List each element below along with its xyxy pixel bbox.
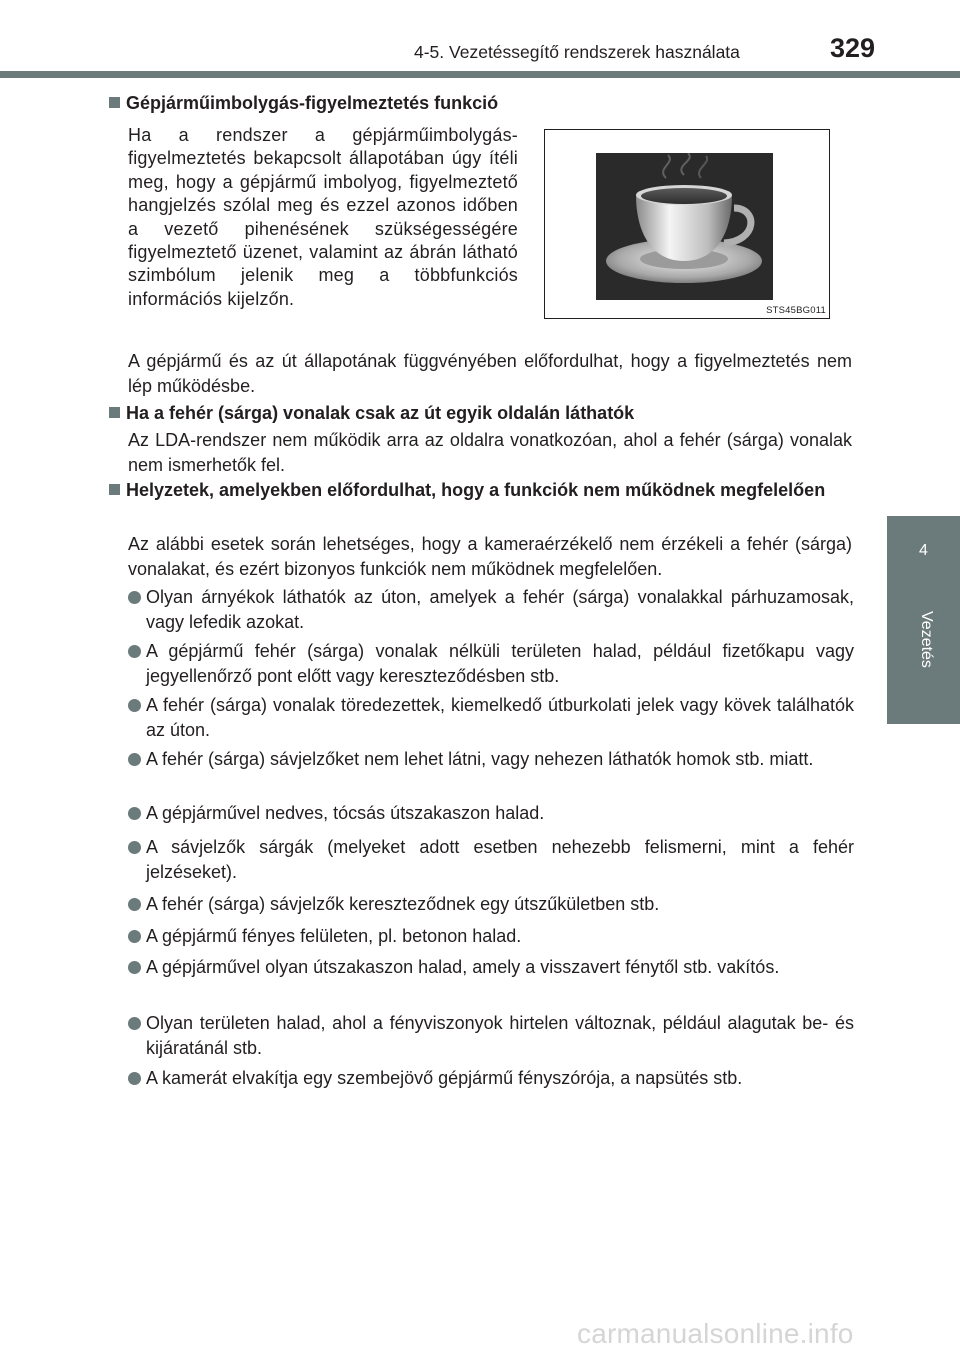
list-item-text: A fehér (sárga) sávjelzők kereszteződnek egy útszűkületben stb. <box>146 894 660 914</box>
square-bullet-icon <box>109 97 120 108</box>
page-number: 329 <box>830 33 876 63</box>
list-item <box>128 892 854 917</box>
list-item <box>128 1066 854 1091</box>
list-item-text: A gépjárművel olyan útszakaszon halad, amely a visszavert fénytől stb. vakítós. <box>146 957 780 977</box>
list-item <box>128 1011 854 1061</box>
bullet-dot-icon <box>128 645 141 658</box>
chapter-label: Vezetés <box>918 611 935 668</box>
list-item <box>128 639 854 689</box>
section-heading <box>109 401 634 426</box>
page-header-title: 4-5. Vezetéssegítő rendszerek használata <box>414 42 740 62</box>
bullet-dot-icon <box>128 898 141 911</box>
section-heading <box>109 478 854 503</box>
bullet-dot-icon <box>128 961 141 974</box>
coffee-cup-icon <box>596 153 773 300</box>
list-item-text: A gépjárművel nedves, tócsás útszakaszon halad. <box>146 803 545 823</box>
figure-display <box>596 153 773 300</box>
list-item <box>128 693 854 743</box>
bullet-dot-icon <box>128 699 141 712</box>
list-item-text: Olyan területen halad, ahol a fényviszonyok hirtelen változnak, például alagutak be- és kijáratánál stb. <box>146 1013 854 1058</box>
bullet-dot-icon <box>128 841 141 854</box>
list-item-text: A kamerát elvakítja egy szembejövő gépjármű fényszórója, a napsütés stb. <box>146 1068 743 1088</box>
chapter-number: 4 <box>919 542 928 559</box>
bullet-dot-icon <box>128 1017 141 1030</box>
list-item <box>128 801 854 826</box>
square-bullet-icon <box>109 484 120 495</box>
header-rule <box>0 71 960 78</box>
section-heading-text: Helyzetek, amelyekben előfordulhat, hogy a funkciók nem működnek megfelelően <box>126 480 826 500</box>
list-item-text: A gépjármű fehér (sárga) vonalak nélküli területen halad, például fizetőkapu vagy jegyellenőrző pont előtt vagy kereszteződésben stb. <box>146 641 854 686</box>
body-paragraph: A gépjármű és az út állapotának függvényében előfordulhat, hogy a figyelmeztetés nem lép működésbe. <box>128 351 852 396</box>
section-heading-text: Gépjárműimbolygás-figyelmeztetés funkció <box>126 93 499 113</box>
bullet-dot-icon <box>128 591 141 604</box>
bullet-dot-icon <box>128 807 141 820</box>
square-bullet-icon <box>109 407 120 418</box>
figure-code: STS45BG011 <box>766 305 826 316</box>
list-item-text: Olyan árnyékok láthatók az úton, amelyek a fehér (sárga) vonalakkal párhuzamosak, vagy lefedik azokat. <box>146 587 854 632</box>
watermark: carmanualsonline.info <box>577 1318 854 1349</box>
bullet-dot-icon <box>128 753 141 766</box>
list-item <box>128 924 854 949</box>
section-heading-text: Ha a fehér (sárga) vonalak csak az út egyik oldalán láthatók <box>126 403 635 423</box>
body-paragraph: Az alábbi esetek során lehetséges, hogy a kameraérzékelő nem érzékeli a fehér (sárga) vonalakat, és ezért bizonyos funkciók nem működnek megfelelően. <box>128 534 852 579</box>
list-item-text: A fehér (sárga) vonalak töredezettek, kiemelkedő útburkolati jelek vagy kövek találhatók az úton. <box>146 695 854 740</box>
body-paragraph: Az LDA-rendszer nem működik arra az oldalra vonatkozóan, ahol a fehér (sárga) vonalak nem ismerhetők fel. <box>128 430 852 475</box>
figure-coffee-cup <box>544 129 830 319</box>
list-item <box>128 747 854 772</box>
bullet-dot-icon <box>128 1072 141 1085</box>
chapter-side-tab <box>887 516 960 724</box>
section-heading <box>109 91 498 116</box>
list-item-text: A fehér (sárga) sávjelzőket nem lehet látni, vagy nehezen láthatók homok stb. miatt. <box>146 749 814 769</box>
intro-paragraph: Ha a rendszer a gépjárműimbolygás-figyelmeztetés bekapcsolt állapotában úgy ítéli meg, hogy a gépjármű imbolyog, figyelmeztető hangjelzés szólal meg és ezzel azonos időben a vezető pihenésének szükségességére figyelmeztető üzenet, valamint az ábrán látható szimbólum jelenik meg a többfunkciós információs kijelzőn. <box>128 125 518 309</box>
list-item-text: A gépjármű fényes felületen, pl. betonon halad. <box>146 926 522 946</box>
list-item <box>128 585 854 635</box>
list-item <box>128 835 854 885</box>
bullet-dot-icon <box>128 930 141 943</box>
list-item-text: A sávjelzők sárgák (melyeket adott esetben nehezebb felismerni, mint a fehér jelzéseket). <box>146 837 854 882</box>
list-item <box>128 955 854 980</box>
